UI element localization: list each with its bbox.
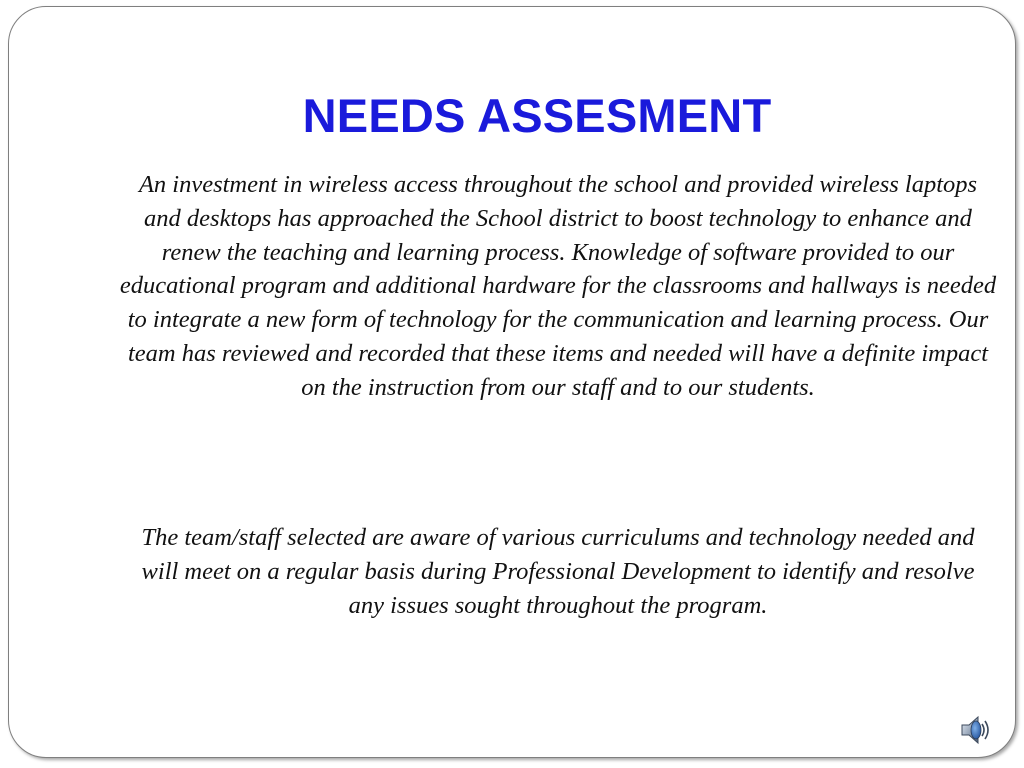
body-paragraph-2: The team/staff selected are aware of various curriculums and technology needed and will meet on a regular basis during Professional Development to identify and resolve any issues sought throughout the program. [141, 524, 975, 619]
slide-title: NEEDS ASSESMENT [302, 89, 772, 142]
body-paragraph-1: An investment in wireless access throughout the school and provided wireless laptops and desktops has approached the School district to boost technology to enhance and renew the teaching and learning process. Knowledge of software provided to our educational program and additional hardware for the classrooms and hallways is needed to integrate a new form of technology for the communication and learning process. Our team has reviewed and recorded that these items and needed will have a definite impact on the instruction from our staff and to our students. [119, 171, 997, 401]
speaker-icon[interactable] [958, 714, 992, 746]
